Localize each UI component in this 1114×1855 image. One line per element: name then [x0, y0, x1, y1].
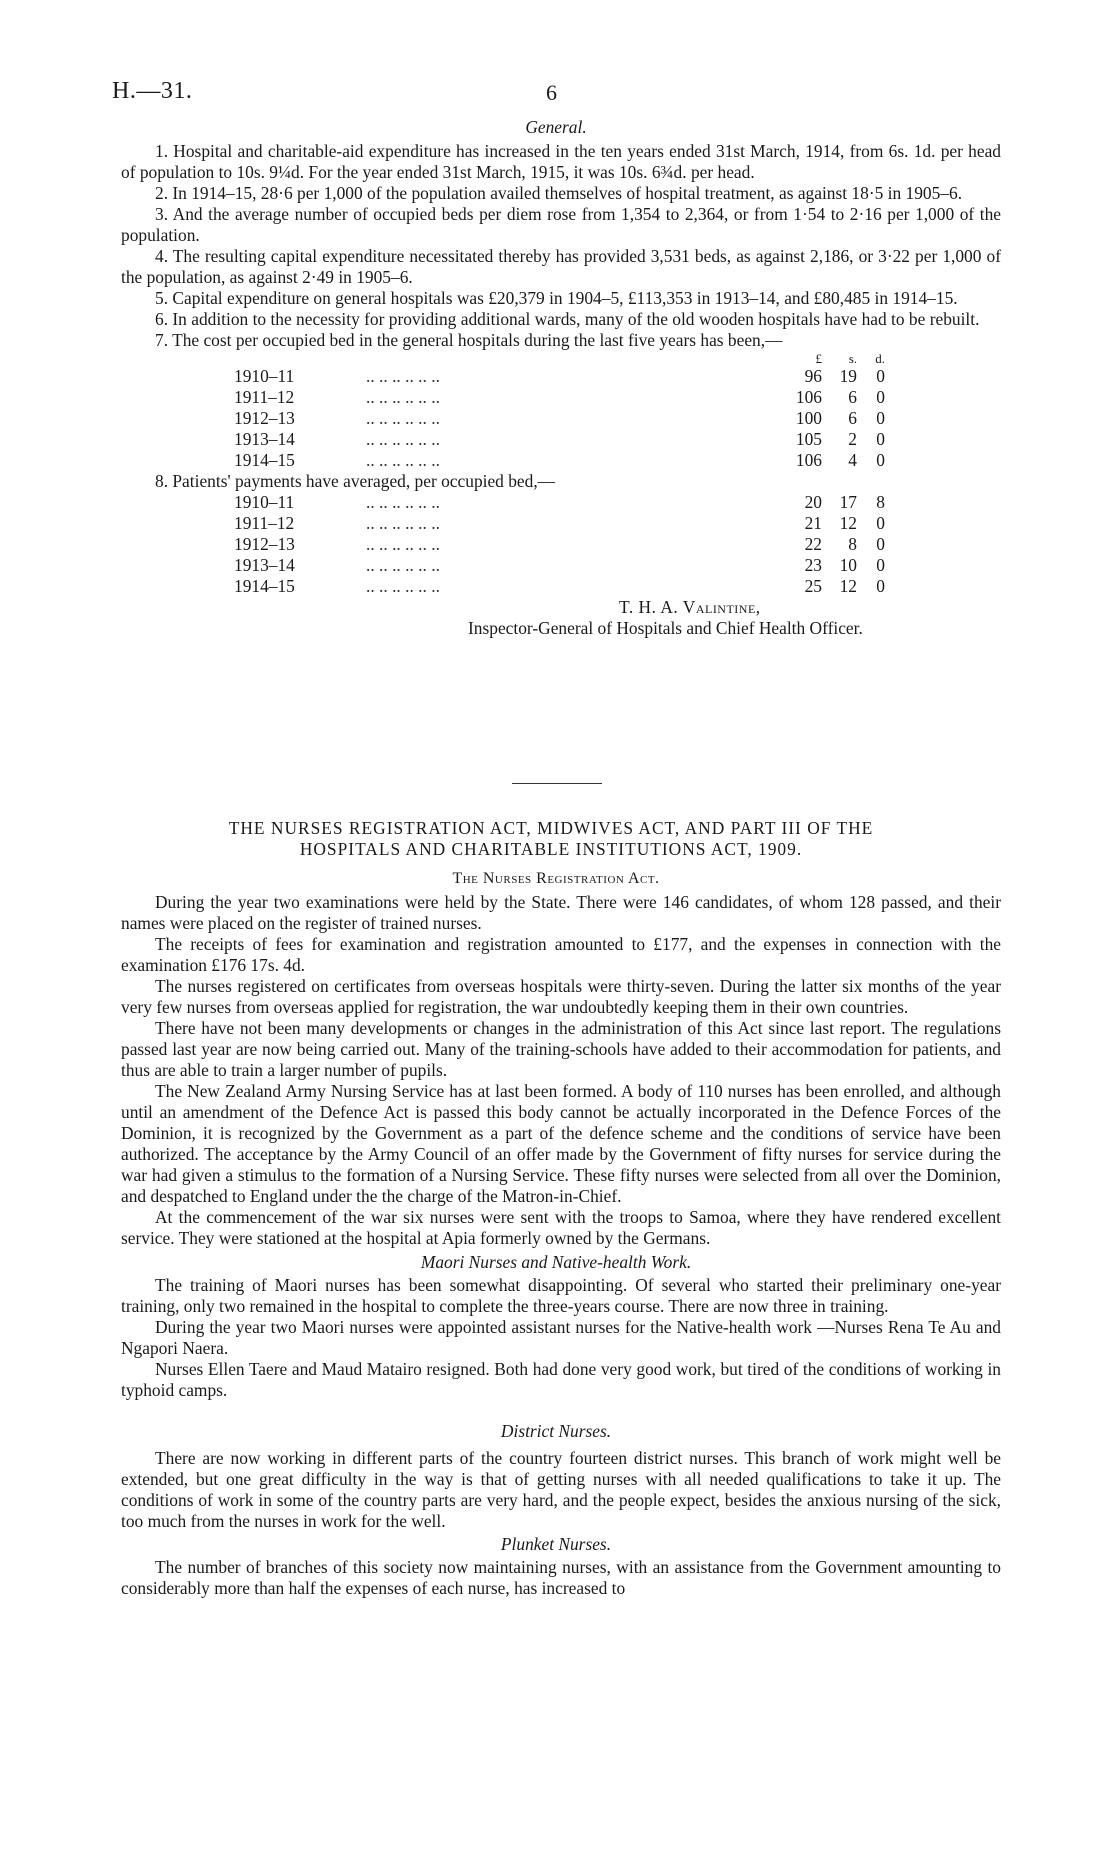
table-row [121, 450, 1001, 471]
row-shillings: 6 [848, 408, 857, 428]
leader-dots: .. .. .. .. .. .. [366, 387, 440, 407]
acts-title-line-2: HOSPITALS AND CHARITABLE INSTITUTIONS ACT, 1909. [299, 839, 803, 859]
acts-para-6: At the commencement of the war six nurses were sent with the troops to Samoa, where they have rendered excellent service. They were stationed at the hospital at Apia formerly owned by the Germans. [121, 1207, 1001, 1248]
row-pence: 0 [876, 366, 885, 386]
row-year: 1913–14 [234, 429, 295, 449]
acts-section [121, 818, 1001, 1599]
maori-para-2: During the year two Maori nurses were appointed assistant nurses for the Native-health work —Nurses Rena Te Au and Ngapori Naera. [121, 1317, 1001, 1358]
row-pounds: 25 [804, 576, 822, 596]
row-pounds: 106 [795, 387, 822, 407]
general-para-4: 4. The resulting capital expenditure necessitated thereby has provided 3,531 beds, as against 2,186, or 3·22 per 1,000 of the population, as against 2·49 in 1905–6. [121, 246, 1001, 287]
pounds-header: £ [815, 351, 822, 366]
table-row [121, 534, 1001, 555]
row-pence: 0 [876, 555, 885, 575]
row-pounds: 106 [795, 450, 822, 470]
page-number: 6 [546, 80, 557, 105]
signature-title: Inspector-General of Hospitals and Chief Health Officer. [468, 618, 863, 638]
row-shillings: 4 [848, 450, 857, 470]
district-para-1: There are now working in different parts of the country fourteen district nurses. This branch of work might well be extended, but one great difficulty in the way is that of getting nurses with all needed qualifications to take it up. The conditions of work in some of the country parts are very hard, and the people expect, besides the anxious nursing of the sick, too much from the nurses in work for the well. [121, 1448, 1001, 1531]
row-year: 1911–12 [234, 387, 295, 407]
row-shillings: 6 [848, 387, 857, 407]
row-pence: 0 [876, 534, 885, 554]
cost-intro: 7. The cost per occupied bed in the general hospitals during the last five years has been,— [155, 330, 783, 350]
row-year: 1911–12 [234, 513, 295, 533]
row-shillings: 12 [839, 576, 857, 596]
leader-dots: .. .. .. .. .. .. [366, 576, 440, 596]
table-row [121, 555, 1001, 576]
nurses-act-subheading: The Nurses Registration Act. [452, 870, 660, 887]
acts-title-line-1: THE NURSES REGISTRATION ACT, MIDWIVES ACT, AND PART III OF THE [228, 818, 874, 838]
shillings-header: s. [848, 351, 857, 366]
leader-dots: .. .. .. .. .. .. [366, 555, 440, 575]
acts-para-1: During the year two examinations were held by the State. There were 146 candidates, of whom 128 passed, and their names were placed on the register of trained nurses. [121, 892, 1001, 933]
row-year: 1910–11 [234, 492, 295, 512]
row-shillings: 2 [848, 429, 857, 449]
row-shillings: 12 [839, 513, 857, 533]
leader-dots: .. .. .. .. .. .. [366, 429, 440, 449]
leader-dots: .. .. .. .. .. .. [366, 366, 440, 386]
row-year: 1913–14 [234, 555, 295, 575]
row-pounds: 23 [804, 555, 822, 575]
row-year: 1912–13 [234, 408, 295, 428]
general-para-2: 2. In 1914–15, 28·6 per 1,000 of the population availed themselves of hospital treatment, as against 18·5 in 1905–6. [155, 183, 963, 203]
leader-dots: .. .. .. .. .. .. [366, 492, 440, 512]
row-shillings: 17 [839, 492, 857, 512]
row-year: 1910–11 [234, 366, 295, 386]
table-row [121, 429, 1001, 450]
general-section [121, 117, 1001, 639]
section-divider [512, 783, 602, 784]
general-para-5: 5. Capital expenditure on general hospitals was £20,379 in 1904–5, £113,353 in 1913–14, and £80,485 in 1914–15. [155, 288, 958, 308]
table-row [121, 387, 1001, 408]
payments-table [121, 492, 1001, 597]
table-row [121, 366, 1001, 387]
row-pence: 0 [876, 513, 885, 533]
payments-intro: 8. Patients' payments have averaged, per occupied bed,— [155, 471, 556, 491]
leader-dots: .. .. .. .. .. .. [366, 450, 440, 470]
acts-para-2: The receipts of fees for examination and registration amounted to £177, and the expenses in connection with the examination £176 17s. 4d. [121, 934, 1001, 975]
row-year: 1914–15 [234, 450, 295, 470]
general-heading: General. [525, 117, 587, 137]
plunket-para-1: The number of branches of this society now maintaining nurses, with an assistance from the Government amounting to considerably more than half the expenses of each nurse, has increased to [121, 1557, 1001, 1598]
plunket-heading: Plunket Nurses. [500, 1534, 612, 1554]
document-id: H.—31. [112, 78, 193, 104]
row-pence: 8 [876, 492, 885, 512]
money-header-row [121, 351, 1001, 366]
pence-header: d. [875, 351, 885, 366]
row-shillings: 19 [839, 366, 857, 386]
maori-heading: Maori Nurses and Native-health Work. [420, 1252, 692, 1272]
table-row [121, 576, 1001, 597]
leader-dots: .. .. .. .. .. .. [366, 513, 440, 533]
row-pence: 0 [876, 576, 885, 596]
leader-dots: .. .. .. .. .. .. [366, 534, 440, 554]
row-pence: 0 [876, 450, 885, 470]
acts-para-4: There have not been many developments or changes in the administration of this Act since last report. The regulations passed last year are now being carried out. Many of the training-schools have added to their accommodation for patients, and thus are able to train a larger number of pupils. [121, 1018, 1001, 1080]
row-year: 1912–13 [234, 534, 295, 554]
row-pence: 0 [876, 429, 885, 449]
district-heading: District Nurses. [500, 1421, 612, 1441]
table-row [121, 492, 1001, 513]
row-year: 1914–15 [234, 576, 295, 596]
maori-para-1: The training of Maori nurses has been somewhat disappointing. Of several who started their preliminary one-year training, only two remained in the hospital to complete the three-years course. There are now three in training. [121, 1275, 1001, 1316]
cost-table [121, 366, 1001, 471]
leader-dots: .. .. .. .. .. .. [366, 408, 440, 428]
acts-para-5: The New Zealand Army Nursing Service has at last been formed. A body of 110 nurses has been enrolled, and although until an amendment of the Defence Act is passed this body cannot be actually incorporated in the Defence Forces of the Dominion, it is recognized by the Government as a part of the defence scheme and the conditions of service have been authorized. The acceptance by the Army Council of an offer made by the Government of fifty nurses for service during the war had given a stimulus to the formation of a Nursing Service. These fifty nurses were selected from all over the Dominion, and despatched to England under the the charge of the Matron-in-Chief. [121, 1081, 1001, 1206]
row-shillings: 8 [848, 534, 857, 554]
general-para-6: 6. In addition to the necessity for providing additional wards, many of the old wooden hospitals have had to be rebuilt. [155, 309, 980, 329]
acts-para-3: The nurses registered on certificates from overseas hospitals were thirty-seven. During the latter six months of the year very few nurses from overseas applied for registration, the war undoubtedly keeping them in their own countries. [121, 976, 1001, 1017]
maori-para-3: Nurses Ellen Taere and Maud Matairo resigned. Both had done very good work, but tired of the conditions of working in typhoid camps. [121, 1359, 1001, 1400]
row-pounds: 22 [804, 534, 822, 554]
row-pence: 0 [876, 387, 885, 407]
table-row [121, 408, 1001, 429]
table-row [121, 513, 1001, 534]
general-para-1: 1. Hospital and charitable-aid expenditure has increased in the ten years ended 31st March, 1914, from 6s. 1d. per head of population to 10s. 9¼d. For the year ended 31st March, 1915, it was 10s. 6¾d. per head. [121, 141, 1001, 182]
general-para-3: 3. And the average number of occupied beds per diem rose from 1,354 to 2,364, or from 1·54 to 2·16 per 1,000 of the population. [121, 204, 1001, 245]
row-pounds: 96 [804, 366, 822, 386]
row-pounds: 105 [795, 429, 822, 449]
row-pounds: 21 [804, 513, 822, 533]
row-pence: 0 [876, 408, 885, 428]
row-shillings: 10 [839, 555, 857, 575]
signature-name: T. H. A. Valintine, [619, 597, 761, 617]
row-pounds: 100 [795, 408, 822, 428]
row-pounds: 20 [804, 492, 822, 512]
